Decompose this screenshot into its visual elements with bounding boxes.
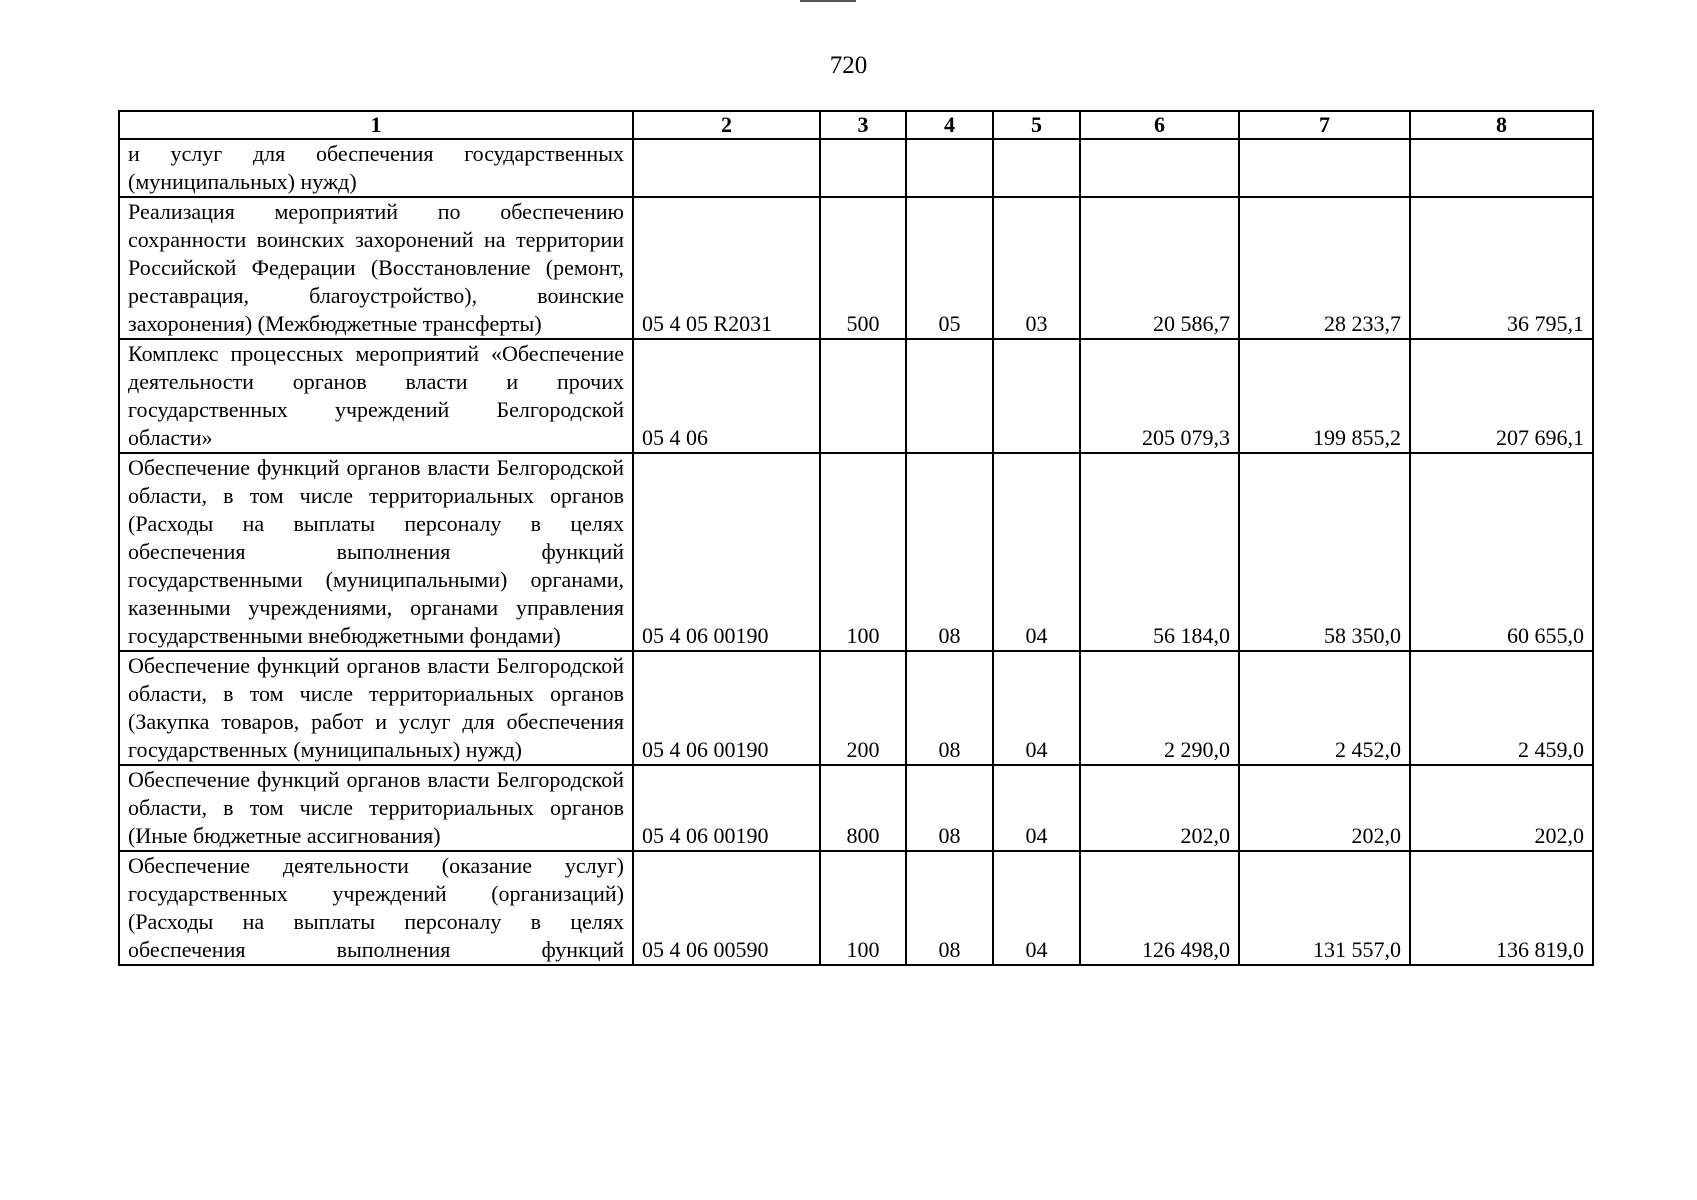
- row-col3: 800: [820, 765, 906, 851]
- row-col4: 08: [906, 651, 993, 765]
- row-description: Обеспечение деятельности (оказание услуг) государственных учреждений (организаций) (Расходы на выплаты персоналу в целях обеспечения выполнения функций: [119, 851, 633, 965]
- column-header: 5: [993, 111, 1080, 139]
- row-col7: 2 452,0: [1239, 651, 1410, 765]
- row-col3: 500: [820, 197, 906, 339]
- table-row: [119, 339, 1593, 453]
- row-col7: [1239, 139, 1410, 197]
- row-col8: 36 795,1: [1410, 197, 1593, 339]
- row-col8: 207 696,1: [1410, 339, 1593, 453]
- row-col4: 08: [906, 851, 993, 965]
- row-col8: 202,0: [1410, 765, 1593, 851]
- row-code: [633, 139, 820, 197]
- column-header: 8: [1410, 111, 1593, 139]
- row-col7: 28 233,7: [1239, 197, 1410, 339]
- row-col4: [906, 139, 993, 197]
- row-col5: [993, 339, 1080, 453]
- row-col6: 20 586,7: [1080, 197, 1239, 339]
- row-col7: 199 855,2: [1239, 339, 1410, 453]
- row-col6: 126 498,0: [1080, 851, 1239, 965]
- row-col5: [993, 139, 1080, 197]
- row-col3: [820, 339, 906, 453]
- row-description: Обеспечение функций органов власти Белгородской области, в том числе территориальных органов (Закупка товаров, работ и услуг для обеспечения государственных (муниципальных) нужд): [119, 651, 633, 765]
- row-col5: 04: [993, 453, 1080, 651]
- row-code: 05 4 06 00590: [633, 851, 820, 965]
- table-row: [119, 651, 1593, 765]
- row-col5: 03: [993, 197, 1080, 339]
- table-row: [119, 765, 1593, 851]
- row-code: 05 4 06 00190: [633, 765, 820, 851]
- column-header: 3: [820, 111, 906, 139]
- row-description: Обеспечение функций органов власти Белгородской области, в том числе территориальных органов (Расходы на выплаты персоналу в целях обеспечения выполнения функций государственными (муниципальными) органами, казенными учреждениями, органами управления государственными внебюджетными фондами): [119, 453, 633, 651]
- row-description: Реализация мероприятий по обеспечению сохранности воинских захоронений на территории Российской Федерации (Восстановление (ремонт, реставрация, благоустройство), воинские захоронения) (Межбюджетные трансферты): [119, 197, 633, 339]
- row-description: и услуг для обеспечения государственных (муниципальных) нужд): [119, 139, 633, 197]
- row-code: 05 4 05 R2031: [633, 197, 820, 339]
- row-col5: 04: [993, 765, 1080, 851]
- row-description: Комплекс процессных мероприятий «Обеспечение деятельности органов власти и прочих государственных учреждений Белгородской области»: [119, 339, 633, 453]
- row-col8: 2 459,0: [1410, 651, 1593, 765]
- row-col8: 136 819,0: [1410, 851, 1593, 965]
- top-rule: [800, 0, 856, 2]
- row-col4: 05: [906, 197, 993, 339]
- row-col3: 100: [820, 453, 906, 651]
- row-col7: 202,0: [1239, 765, 1410, 851]
- row-col4: 08: [906, 765, 993, 851]
- row-col7: 58 350,0: [1239, 453, 1410, 651]
- row-col4: [906, 339, 993, 453]
- row-col4: 08: [906, 453, 993, 651]
- header-row: [119, 111, 1593, 139]
- row-col6: [1080, 139, 1239, 197]
- row-col5: 04: [993, 651, 1080, 765]
- row-col7: 131 557,0: [1239, 851, 1410, 965]
- page-number: 720: [829, 52, 868, 79]
- row-col8: [1410, 139, 1593, 197]
- column-header: 2: [633, 111, 820, 139]
- table-row: [119, 851, 1593, 965]
- row-col6: 56 184,0: [1080, 453, 1239, 651]
- row-description: Обеспечение функций органов власти Белгородской области, в том числе территориальных органов (Иные бюджетные ассигнования): [119, 765, 633, 851]
- column-header: 4: [906, 111, 993, 139]
- table-row: [119, 139, 1593, 197]
- row-col3: 200: [820, 651, 906, 765]
- row-col3: 100: [820, 851, 906, 965]
- row-col6: 205 079,3: [1080, 339, 1239, 453]
- row-col6: 2 290,0: [1080, 651, 1239, 765]
- row-col3: [820, 139, 906, 197]
- column-header: 7: [1239, 111, 1410, 139]
- row-code: 05 4 06 00190: [633, 453, 820, 651]
- column-header: 6: [1080, 111, 1239, 139]
- row-col6: 202,0: [1080, 765, 1239, 851]
- table-row: [119, 453, 1593, 651]
- row-code: 05 4 06 00190: [633, 651, 820, 765]
- table-row: [119, 197, 1593, 339]
- budget-table: [118, 110, 1594, 966]
- row-col8: 60 655,0: [1410, 453, 1593, 651]
- column-header: 1: [119, 111, 633, 139]
- row-col5: 04: [993, 851, 1080, 965]
- row-code: 05 4 06: [633, 339, 820, 453]
